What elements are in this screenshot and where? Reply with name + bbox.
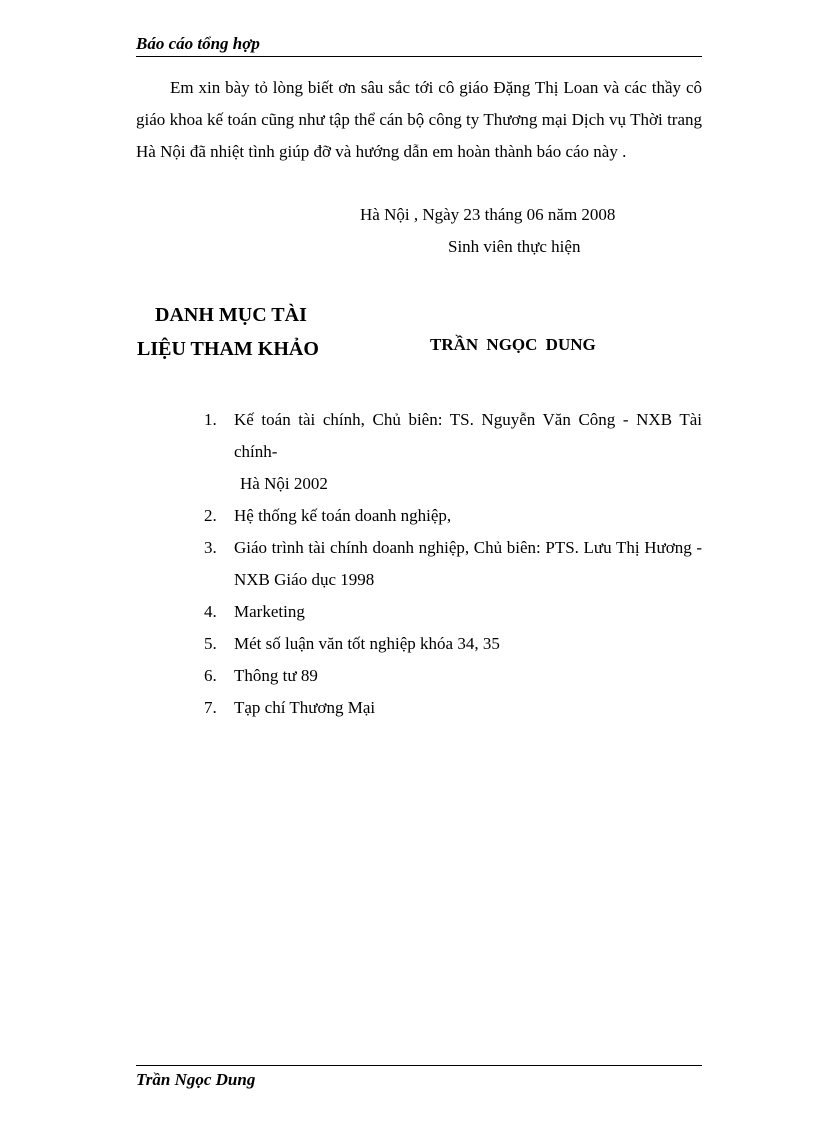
reference-item — [204, 532, 702, 596]
reference-number: 5. — [204, 634, 217, 653]
reference-item — [204, 500, 702, 532]
references-heading — [137, 298, 319, 366]
header-divider — [136, 56, 702, 57]
signer-name: TRẦN NGỌC DUNG — [430, 335, 596, 354]
reference-text: Mét số luận văn tốt nghiệp khóa 34, 35 — [234, 634, 500, 653]
reference-text-continuation: Hà Nội 2002 — [240, 474, 328, 493]
reference-text: Thông tư 89 — [234, 666, 318, 685]
reference-number: 7. — [204, 698, 217, 717]
acknowledgement-paragraph: Em xin bày tỏ lòng biết ơn sâu sắc tới cô giáo Đặng Thị Loan và các thầy cô giáo khoa kế toán cũng như tập thể cán bộ công ty Thương mại Dịch vụ Thời trang Hà Nội đã nhiệt tình giúp đỡ và hướng dẫn em hoàn thành báo cáo này . — [136, 78, 702, 161]
reference-number: 1. — [204, 410, 217, 429]
reference-item — [204, 404, 702, 500]
reference-number: 4. — [204, 602, 217, 621]
signer-role: Sinh viên thực hiện — [448, 237, 581, 256]
reference-text: Tạp chí Thương Mại — [234, 698, 376, 717]
references-list — [204, 404, 702, 724]
reference-text: Hệ thống kế toán doanh nghiệp, — [234, 506, 452, 525]
reference-text: Kế toán tài chính, Chủ biên: TS. Nguyễn Văn Công - NXB Tài chính- — [234, 410, 702, 461]
reference-item — [204, 660, 702, 692]
footer-divider — [136, 1065, 702, 1066]
reference-item — [204, 596, 702, 628]
references-heading-line1: DANH MỤC TÀI — [155, 304, 307, 326]
reference-item — [204, 628, 702, 660]
page-header-title: Báo cáo tổng hợp — [136, 34, 260, 53]
reference-number: 6. — [204, 666, 217, 685]
reference-item — [204, 692, 702, 724]
signature-date: Hà Nội , Ngày 23 tháng 06 năm 2008 — [360, 205, 616, 224]
reference-text: Giáo trình tài chính doanh nghiệp, Chủ biên: PTS. Lưu Thị Hương - NXB Giáo dục 1998 — [234, 538, 702, 589]
references-heading-line2: LIỆU THAM KHẢO — [137, 338, 319, 360]
reference-number: 2. — [204, 506, 217, 525]
reference-text: Marketing — [234, 602, 305, 621]
reference-number: 3. — [204, 538, 217, 557]
footer-author-name: Trần Ngọc Dung — [136, 1070, 256, 1089]
